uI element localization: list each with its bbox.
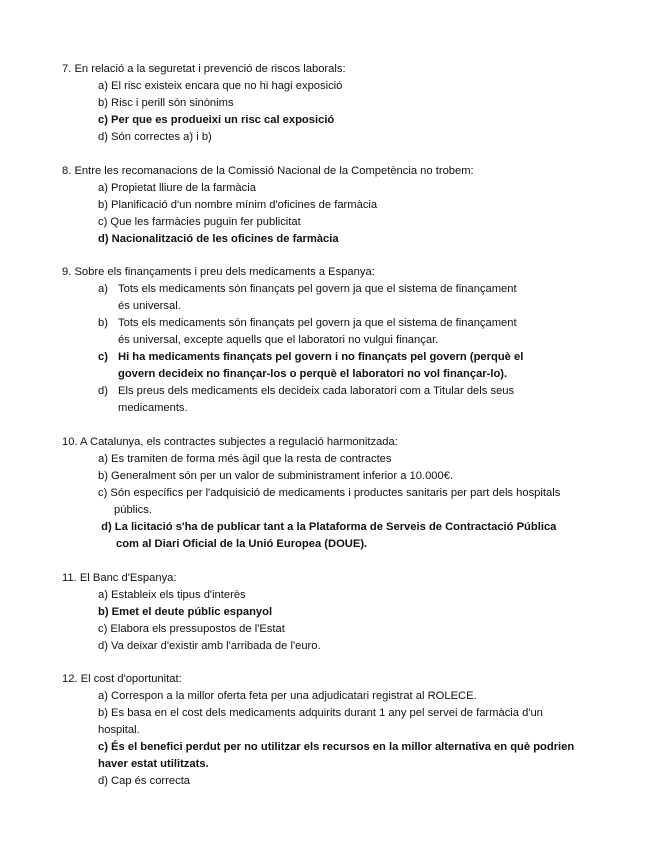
question-12 — [62, 671, 622, 790]
question-9 — [62, 264, 622, 417]
option-text-line1: c) Són específics per l'adquisició de medicaments i productes sanitaris per part dels hospitals — [98, 487, 561, 499]
option-text-line2: hospital. — [98, 724, 140, 736]
option-d: d) Cap és correcta — [98, 775, 191, 787]
option-a: a) El risc existeix encara que no hi hagi exposició — [98, 80, 343, 92]
option-d-correct — [62, 519, 604, 553]
option-d-correct: d) Nacionalització de les oficines de farmàcia — [98, 233, 339, 245]
option-text-line1: Els preus dels medicaments els decideix cada laboratori com a Titular dels seus — [118, 385, 515, 397]
option-text-line1: b) Es basa en el cost dels medicaments adquirits durant 1 any pel servei de farmàcia d'un — [98, 707, 543, 719]
option-a: a) Es tramiten de forma més àgil que la resta de contractes — [98, 453, 392, 465]
question-10 — [62, 434, 622, 553]
option-c-correct — [62, 349, 568, 383]
question-stem: 7. En relació a la seguretat i prevenció de riscos laborals: — [62, 63, 346, 75]
option-c: c) Elabora els pressupostos de l'Estat — [98, 623, 285, 635]
option-letter: b) — [98, 317, 108, 329]
option-text-line1: c) És el benefici perdut per no utilitzar els recursos en la millor alternativa en què podrien — [98, 741, 575, 753]
options-list — [62, 281, 622, 417]
option-text-line1: Hi ha medicaments finançats pel govern i no finançats pel govern (perquè el — [118, 351, 524, 363]
option-d — [62, 383, 568, 417]
options-list — [62, 78, 622, 146]
option-letter: a) — [98, 283, 108, 295]
question-8 — [62, 163, 622, 248]
options-list — [62, 180, 622, 248]
question-stem: 12. El cost d'oportunitat: — [62, 673, 182, 685]
option-text-line2: públics. — [114, 504, 152, 516]
option-b — [62, 705, 604, 739]
option-a — [62, 281, 568, 315]
option-letter: c) — [98, 351, 108, 363]
option-text-line2: medicaments. — [118, 402, 188, 414]
option-d: d) Va deixar d'existir amb l'arribada de l'euro. — [98, 640, 321, 652]
option-c: c) Que les farmàcies puguin fer publicitat — [98, 216, 301, 228]
option-text-line1: d) La licitació s'ha de publicar tant a la Plataforma de Serveis de Contractació Pública — [98, 521, 557, 533]
option-a: a) Estableix els tipus d'interès — [98, 589, 246, 601]
option-text-line1: Tots els medicaments són finançats pel govern ja que el sistema de finançament — [118, 317, 517, 329]
option-b: b) Planificació d'un nombre mínim d'oficines de farmàcia — [98, 199, 378, 211]
option-d: d) Són correctes a) i b) — [98, 131, 212, 143]
option-letter: d) — [98, 385, 108, 397]
options-list — [62, 587, 622, 655]
options-list — [62, 688, 622, 790]
question-stem: 10. A Catalunya, els contractes subjectes a regulació harmonitzada: — [62, 436, 398, 448]
option-text-line2: és universal, excepte aquells que el laboratori no vulgui finançar. — [118, 334, 439, 346]
option-b: b) Generalment són per un valor de subministrament inferior a 10.000€. — [98, 470, 454, 482]
option-text-line2: és universal. — [118, 300, 181, 312]
option-c — [62, 485, 604, 519]
option-text-line2: govern decideix no finançar-los o perquè el laboratori no vol finançar-lo). — [118, 368, 508, 380]
question-11 — [62, 570, 622, 655]
question-stem: 9. Sobre els finançaments i preu dels medicaments a Espanya: — [62, 266, 375, 278]
question-7 — [62, 61, 622, 146]
option-text-line2: haver estat utilitzats. — [98, 758, 209, 770]
option-text-line1: Tots els medicaments són finançats pel govern ja que el sistema de finançament — [118, 283, 517, 295]
option-b: b) Risc i perill són sinònims — [98, 97, 234, 109]
question-stem: 11. El Banc d'Espanya: — [62, 572, 177, 584]
option-b-correct: b) Emet el deute públic espanyol — [98, 606, 273, 618]
options-list — [62, 451, 622, 553]
option-c-correct — [62, 739, 604, 773]
question-stem: 8. Entre les recomanacions de la Comissió Nacional de la Competència no trobem: — [62, 165, 474, 177]
option-a: a) Correspon a la millor oferta feta per una adjudicatari registrat al ROLECE. — [98, 690, 477, 702]
option-a: a) Propietat lliure de la farmàcia — [98, 182, 256, 194]
option-text-line2: com al Diari Oficial de la Unió Europea (DOUE). — [116, 538, 368, 550]
option-c-correct: c) Per que es produeixi un risc cal exposició — [98, 114, 335, 126]
option-b — [62, 315, 568, 349]
